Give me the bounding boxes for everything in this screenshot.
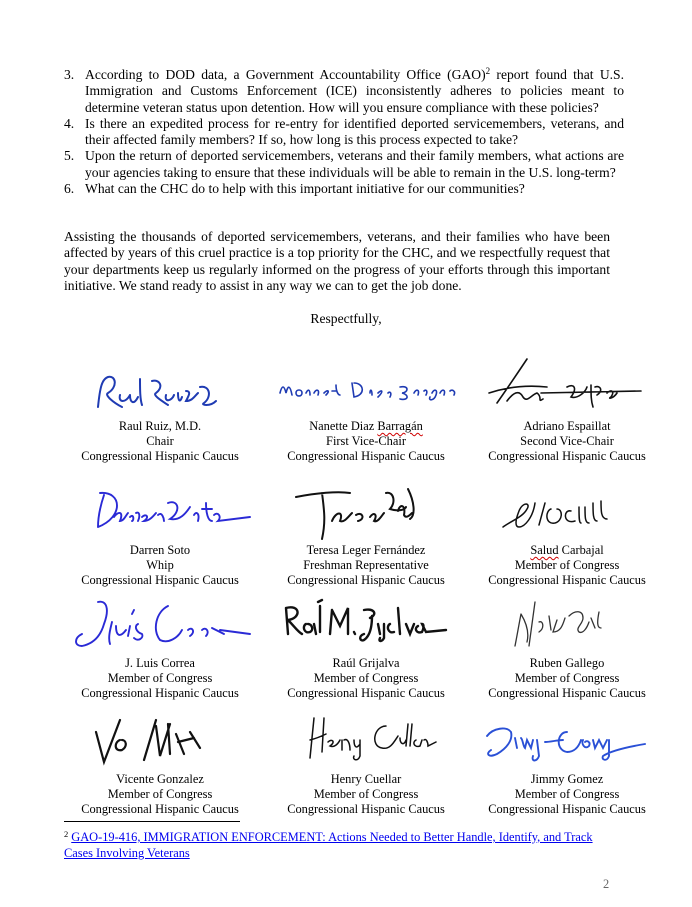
footnote-separator <box>64 821 240 822</box>
signer-title: Member of Congress <box>313 671 419 686</box>
signer-name: J. Luis Correa <box>125 656 195 670</box>
signer-title: Member of Congress <box>313 787 419 802</box>
question-item-4 <box>64 116 624 149</box>
signature-image <box>266 710 466 772</box>
signature-block <box>467 710 667 818</box>
question-text: What can the CHC do to help with this important initiative for our communities? <box>85 181 525 197</box>
signer-name: Salud Carbajal <box>530 543 604 557</box>
valediction: Respectfully, <box>310 311 382 326</box>
page-number: 2 <box>603 877 610 891</box>
signer-title: Freshman Representative <box>303 558 429 573</box>
signature-image <box>467 710 667 772</box>
signer-title: Whip <box>146 558 174 573</box>
footnote-ref: 2 <box>485 66 491 76</box>
signer-name: Raúl Grijalva <box>332 656 400 670</box>
signer-org: Congressional Hispanic Caucus <box>81 686 239 701</box>
signature-image <box>467 594 667 656</box>
signer-title: Member of Congress <box>107 787 213 802</box>
signer-org: Congressional Hispanic Caucus <box>81 573 239 588</box>
signer-name: Nanette Diaz Barragán <box>309 419 423 433</box>
signature-block <box>60 594 260 702</box>
signer-title: Member of Congress <box>514 671 620 686</box>
signature-image <box>60 357 260 419</box>
signature-block <box>467 357 667 465</box>
signer-org: Congressional Hispanic Caucus <box>488 449 646 464</box>
signer-title: Second Vice-Chair <box>520 434 614 449</box>
signature-block <box>266 594 466 702</box>
signature-image <box>60 594 260 656</box>
signer-name: Vicente Gonzalez <box>116 772 204 786</box>
question-item-3 <box>64 67 624 116</box>
question-item-5 <box>64 148 624 181</box>
signer-org: Congressional Hispanic Caucus <box>287 573 445 588</box>
question-number: 6. <box>64 181 75 197</box>
signature-image <box>266 594 466 656</box>
signature-image <box>266 481 466 543</box>
question-text: report found that U.S. Immigration and Customs Enforcement (ICE) inconsistently adheres to policies meant to determine veteran status upon detention. How will you ensure compliance with these policies? <box>85 67 624 115</box>
signature-block <box>266 710 466 818</box>
question-item-6 <box>64 181 624 197</box>
footnote <box>64 830 624 861</box>
signature-block <box>266 481 466 589</box>
question-number: 4. <box>64 115 75 131</box>
signer-org: Congressional Hispanic Caucus <box>488 573 646 588</box>
signer-name: Adriano Espaillat <box>523 419 611 433</box>
signature-block <box>60 357 260 465</box>
signature-block <box>266 357 466 465</box>
signer-org: Congressional Hispanic Caucus <box>287 802 445 817</box>
signer-title: Member of Congress <box>107 671 213 686</box>
question-list <box>64 67 624 197</box>
question-text: Is there an expedited process for re-entry for identified deported servicemembers, veterans, and their affected family members? If so, how long is this process expected to take? <box>85 115 624 148</box>
signer-name: Ruben Gallego <box>529 656 605 670</box>
signer-title: Member of Congress <box>514 787 620 802</box>
question-text: According to DOD data, a Government Accountability Office (GAO) <box>85 67 486 82</box>
signature-block <box>467 481 667 589</box>
signer-title: Chair <box>146 434 174 449</box>
signature-image <box>467 481 667 543</box>
signature-image <box>60 481 260 543</box>
signer-title: Member of Congress <box>514 558 620 573</box>
signer-org: Congressional Hispanic Caucus <box>488 686 646 701</box>
signature-block <box>60 710 260 818</box>
question-number: 5. <box>64 148 75 164</box>
signer-name: Darren Soto <box>129 543 191 557</box>
signature-image <box>467 357 667 419</box>
signature-image <box>266 357 466 419</box>
signature-image <box>60 710 260 772</box>
signer-org: Congressional Hispanic Caucus <box>287 449 445 464</box>
signer-name: Jimmy Gomez <box>530 772 604 786</box>
closing-paragraph: Assisting the thousands of deported servicemembers, veterans, and their families who have been affected by years of this cruel practice is a top priority for the CHC, and we respectfully request that your departments keep us regularly informed on the progress of your efforts through this important initiative. We stand ready to assist in any way we can to get the job done. <box>64 229 610 293</box>
signer-title: First Vice-Chair <box>326 434 406 449</box>
signer-name: Raul Ruiz, M.D. <box>118 419 202 433</box>
signer-org: Congressional Hispanic Caucus <box>81 802 239 817</box>
question-text: Upon the return of deported servicemembers, veterans and their family members, what actions are your agencies taking to ensure that these individuals will be able to remain in the U.S. long-term? <box>85 148 624 180</box>
signature-block <box>467 594 667 702</box>
signer-name: Henry Cuellar <box>330 772 402 786</box>
signature-block <box>60 481 260 589</box>
signer-org: Congressional Hispanic Caucus <box>287 686 445 701</box>
signer-org: Congressional Hispanic Caucus <box>488 802 646 817</box>
signer-name: Teresa Leger Fernández <box>306 543 426 557</box>
question-number: 3. <box>64 67 75 82</box>
footnote-number: 2 <box>64 829 69 839</box>
signer-org: Congressional Hispanic Caucus <box>81 449 239 464</box>
footnote-link[interactable]: GAO-19-416, IMMIGRATION ENFORCEMENT: Actions Needed to Better Handle, Identify, and Track Cases Involving Veterans <box>64 830 593 860</box>
